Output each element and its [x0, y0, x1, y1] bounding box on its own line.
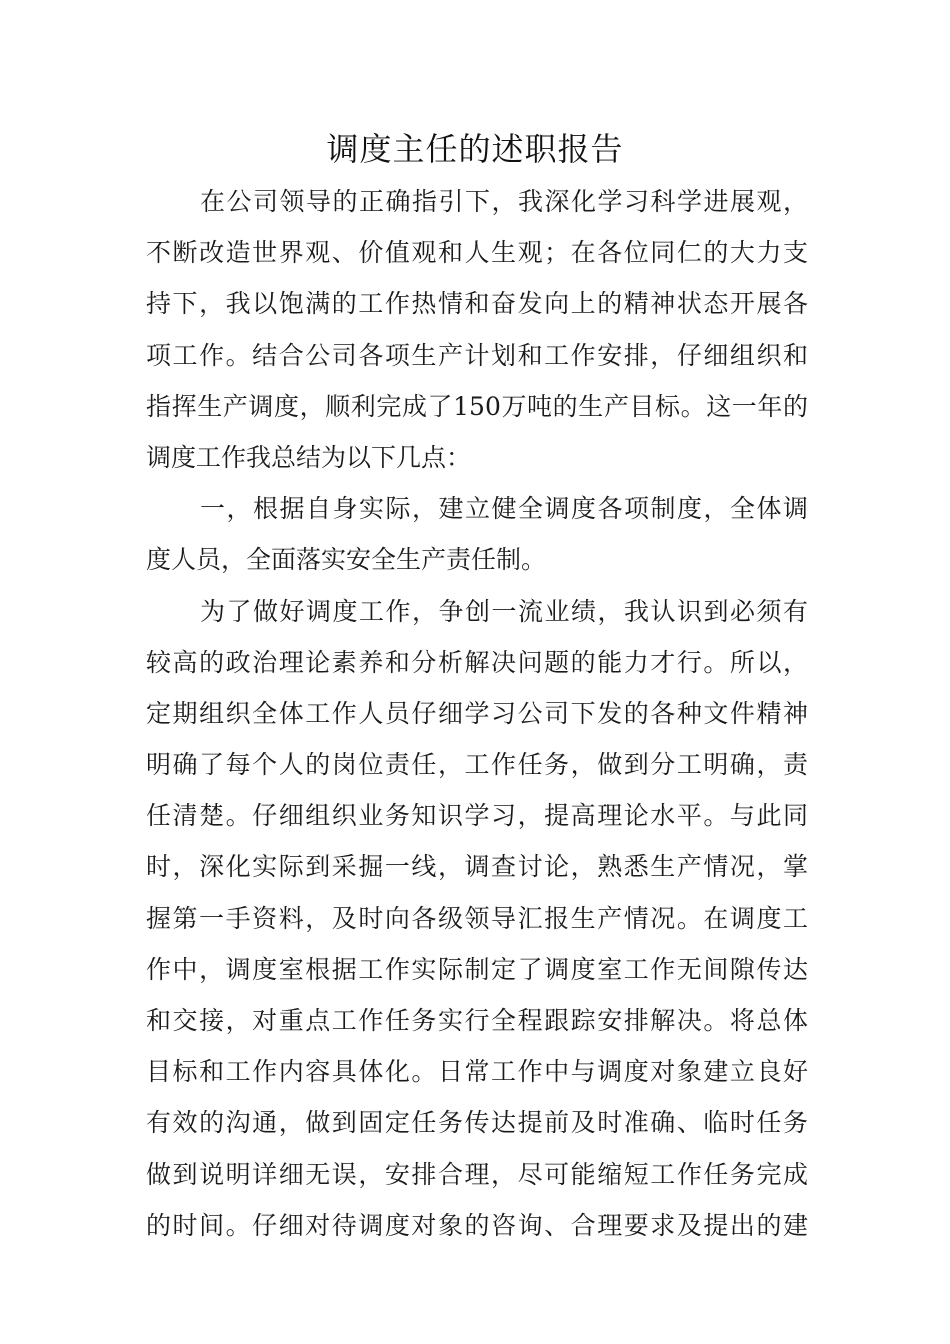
text-line: 一，根据自身实际，建立健全调度各项制度，全体调 — [200, 494, 808, 524]
text-line: 和交接，对重点工作任务实行全程跟踪安排解决。将总体 — [146, 1006, 808, 1035]
text-line: 任清楚。仔细组织业务知识学习，提高理论水平。与此同 — [146, 801, 808, 831]
text-line: 调度工作我总结为以下几点： — [146, 442, 472, 472]
text-line: 较高的政治理论素养和分析解决问题的能力才行。所以， — [146, 647, 808, 677]
text-line: 项工作。结合公司各项生产计划和工作安排，仔细组织和 — [146, 340, 808, 370]
text-line: 目标和工作内容具体化。日常工作中与调度对象建立良好 — [146, 1057, 808, 1087]
document-body — [146, 176, 808, 1251]
text-line: 有效的沟通，做到固定任务传达提前及时准确、临时任务 — [146, 1108, 808, 1138]
text-line: 度人员，全面落实安全生产责任制。 — [146, 545, 547, 575]
text-line: 为了做好调度工作，争创一流业绩，我认识到必须有 — [200, 596, 808, 626]
text-line: 不断改造世界观、价值观和人生观；在各位同仁的大力支 — [146, 238, 808, 268]
text-line: 的时间。仔细对待调度对象的咨询、合理要求及提出的建 — [146, 1210, 808, 1240]
text-line: 握第一手资料，及时向各级领导汇报生产情况。在调度工 — [146, 903, 808, 933]
text-line: 指挥生产调度，顺利完成了150万吨的生产目标。这一年的 — [146, 391, 808, 421]
text-line: 时，深化实际到采掘一线，调查讨论，熟悉生产情况，掌 — [146, 852, 808, 882]
text-line: 持下，我以饱满的工作热情和奋发向上的精神状态开展各 — [146, 289, 808, 319]
text-line: 作中，调度室根据工作实际制定了调度室工作无间隙传达 — [146, 954, 808, 984]
text-line: 明确了每个人的岗位责任，工作任务，做到分工明确，责 — [146, 750, 808, 780]
text-line: 定期组织全体工作人员仔细学习公司下发的各种文件精神 — [146, 698, 808, 728]
text-line: 做到说明详细无误，安排合理，尽可能缩短工作任务完成 — [146, 1159, 808, 1189]
document-title: 调度主任的述职报告 — [326, 130, 624, 168]
text-line: 在公司领导的正确指引下，我深化学习科学进展观， — [200, 187, 808, 216]
